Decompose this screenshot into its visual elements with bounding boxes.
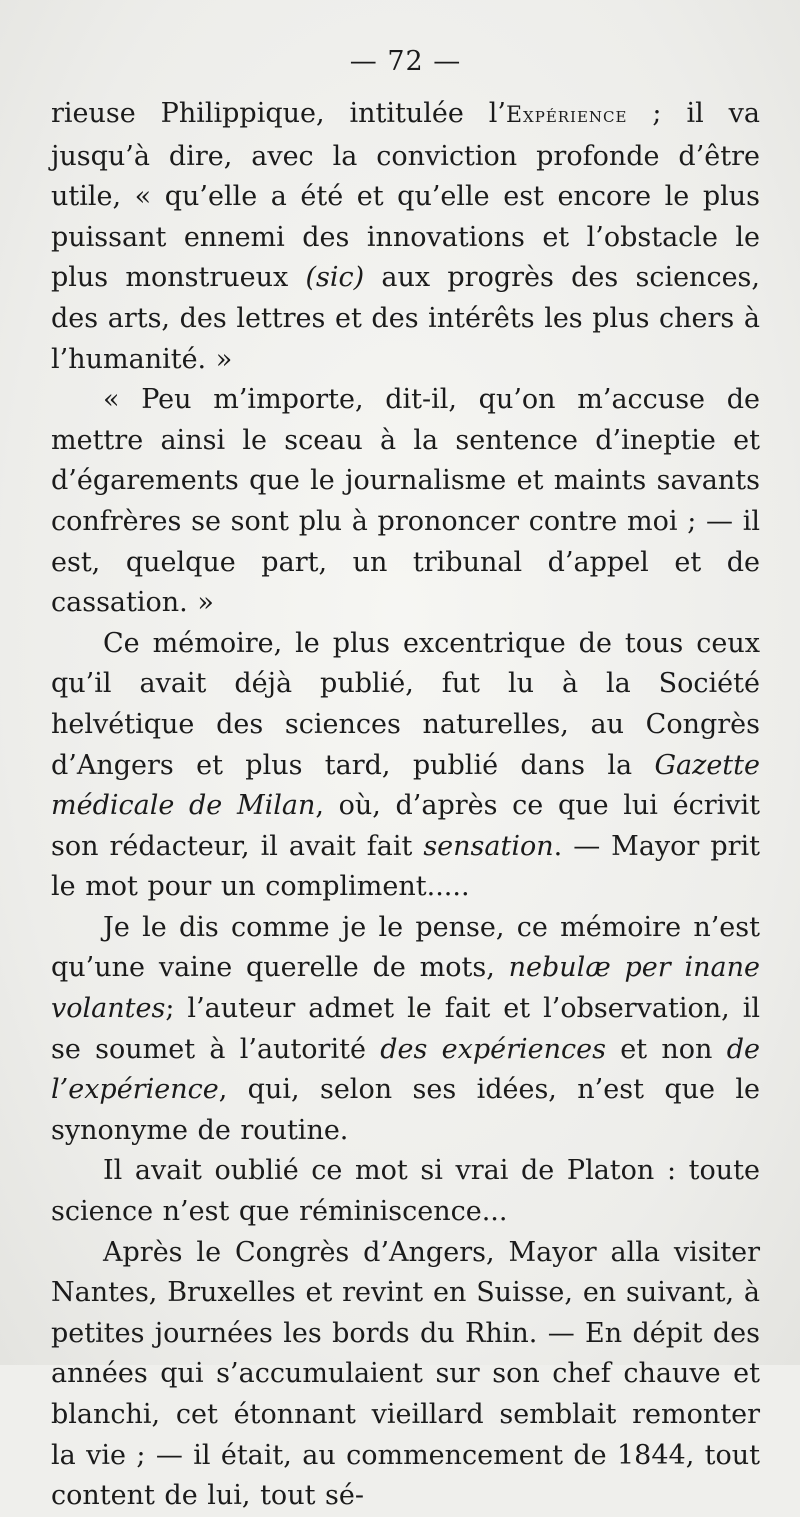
page-number: — 72 — <box>349 46 462 77</box>
text-run: aux progrès des sciences, des arts, des lettres et des intérêts les plus chers à l’humanité. » <box>51 262 760 375</box>
italic-text: (sic) <box>305 262 365 294</box>
text-run: Je le dis comme je le pense, ce mémoire n’est qu’une vaine querelle de mots, <box>51 911 760 984</box>
paragraph <box>51 908 760 1152</box>
text-run: . — Mayor prit le mot pour un compliment..... <box>51 830 761 903</box>
paragraph <box>51 94 760 380</box>
text-run: et non <box>605 1033 727 1065</box>
italic-text: des expériences <box>380 1033 606 1065</box>
paragraph <box>51 1151 760 1232</box>
text-run: ; l’auteur admet le fait et l’observation, il se soumet à l’autorité <box>51 993 760 1065</box>
paragraph <box>51 380 760 624</box>
text-run: Il avait oublié ce mot si vrai de Platon : toute science n’est que réminiscence... <box>51 1155 760 1228</box>
text-run: « Peu m’importe, dit-il, qu’on m’accuse de mettre ainsi le sceau à la sentence d’ineptie et d’égarements que le journalisme et maints savants confrères se sont plu à prononcer contre moi ; — il est, quelque part, un tribunal d’appel et de cassation. » <box>51 384 760 619</box>
text-run: Ce mémoire, le plus excentrique de tous ceux qu’il avait déjà publié, fut lu à la Société helvétique des sciences naturelles, au Congrès d’Angers et plus tard, publié dans la <box>51 627 760 781</box>
text-run: , qui, selon ses idées, n’est que le synonyme de routine. <box>51 1074 760 1146</box>
italic-text: de l’expérience <box>51 1033 760 1106</box>
italic-text: sensation <box>423 830 554 862</box>
text-run: rieuse Philippique, intitulée l’ <box>51 98 506 129</box>
text-run: ; il va jusqu’à dire, avec la conviction profonde d’être utile, « qu’elle a été et qu’elle est encore le plus puissant ennemi des innovations et l’obstacle le plus monstrueux <box>51 98 760 294</box>
italic-text: nebulæ per inane volantes <box>51 952 760 1025</box>
paragraph <box>51 1233 760 1517</box>
text-run: , où, d’après ce que lui écrivit son rédacteur, il avait fait <box>51 790 760 862</box>
small-caps-text: Expérience <box>505 103 628 128</box>
body-text <box>51 94 760 1517</box>
paragraph <box>51 624 760 908</box>
italic-text: Gazette médicale de Milan <box>51 749 760 822</box>
text-run: Après le Congrès d’Angers, Mayor alla visiter Nantes, Bruxelles et revint en Suisse, en suivant, à petites journées les bords du Rhin. — En dépit des années qui s’accumulaient sur son chef chauve et blanchi, cet étonnant vieillard semblait remonter la vie ; — il était, au commencement de 1844, tout content de lui, tout sé- <box>51 1236 760 1512</box>
